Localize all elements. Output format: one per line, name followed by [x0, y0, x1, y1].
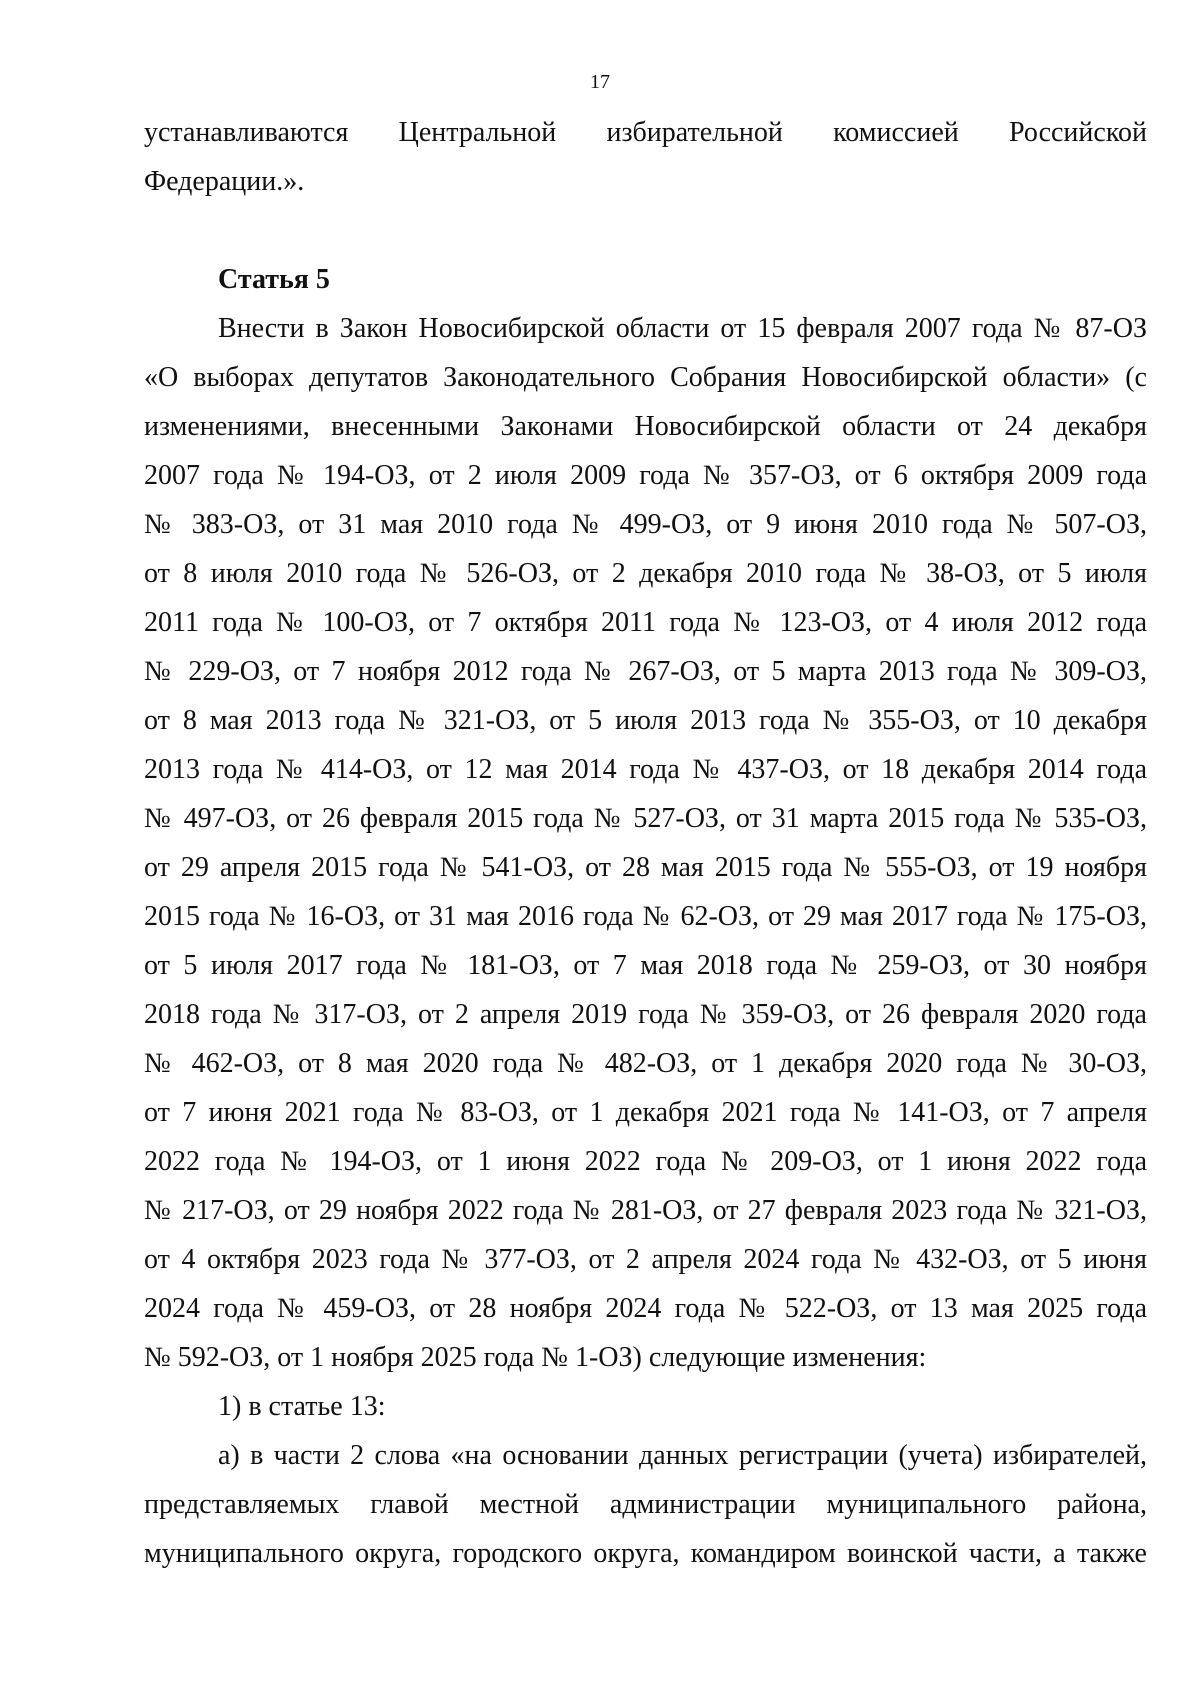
text-line: 2018 года № 317-ОЗ, от 2 апреля 2019 года № 359-ОЗ, от 26 февраля 2020 года [144, 999, 1147, 1030]
text-line: 2024 года № 459-ОЗ, от 28 ноября 2024 года № 522-ОЗ, от 13 мая 2025 года [144, 1293, 1147, 1324]
text-line: 2007 года № 194-ОЗ, от 2 июля 2009 года № 357-ОЗ, от 6 октября 2009 года [144, 460, 1147, 491]
text-line: от 8 июля 2010 года № 526-ОЗ, от 2 декабря 2010 года № 38-ОЗ, от 5 июля [144, 558, 1147, 589]
text-line: 2022 года № 194-ОЗ, от 1 июня 2022 года № 209-ОЗ, от 1 июня 2022 года [144, 1146, 1147, 1177]
document-body [144, 108, 1147, 1578]
text-line: представляемых главой местной администрации муниципального района, [144, 1489, 1147, 1520]
text-line: от 29 апреля 2015 года № 541-ОЗ, от 28 мая 2015 года № 555-ОЗ, от 19 ноября [144, 852, 1147, 883]
text-line: от 8 мая 2013 года № 321-ОЗ, от 5 июля 2013 года № 355-ОЗ, от 10 декабря [144, 705, 1147, 736]
text-line: устанавливаются Центральной избирательной комиссией Российской [144, 117, 1147, 148]
text-line: № 217-ОЗ, от 29 ноября 2022 года № 281-ОЗ, от 27 февраля 2023 года № 321-ОЗ, [144, 1195, 1147, 1226]
text-line: «О выборах депутатов Законодательного Собрания Новосибирской области» (с [144, 362, 1147, 393]
text-line: № 383-ОЗ, от 31 мая 2010 года № 499-ОЗ, от 9 июня 2010 года № 507-ОЗ, [144, 509, 1147, 540]
text-line: № 462-ОЗ, от 8 мая 2020 года № 482-ОЗ, от 1 декабря 2020 года № 30-ОЗ, [144, 1048, 1147, 1079]
text-line: от 7 июня 2021 года № 83-ОЗ, от 1 декабря 2021 года № 141-ОЗ, от 7 апреля [144, 1097, 1147, 1128]
article-title: Статья 5 [218, 264, 330, 295]
text-line: № 592-ОЗ, от 1 ноября 2025 года № 1-ОЗ) следующие изменения: [144, 1342, 927, 1373]
text-line: муниципального округа, городского округа, командиром воинской части, а также [144, 1538, 1147, 1569]
article-paragraphs [144, 304, 1147, 1578]
text-line: а) в части 2 слова «на основании данных регистрации (учета) избирателей, [218, 1440, 1147, 1471]
text-line: Федерации.». [144, 166, 305, 197]
text-line: Внести в Закон Новосибирской области от 15 февраля 2007 года № 87-ОЗ [218, 313, 1147, 344]
text-line: изменениями, внесенными Законами Новосибирской области от 24 декабря [144, 411, 1147, 442]
text-line: № 229-ОЗ, от 7 ноября 2012 года № 267-ОЗ, от 5 марта 2013 года № 309-ОЗ, [144, 656, 1147, 687]
text-line: № 497-ОЗ, от 26 февраля 2015 года № 527-ОЗ, от 31 марта 2015 года № 535-ОЗ, [144, 803, 1147, 834]
text-line: от 4 октября 2023 года № 377-ОЗ, от 2 апреля 2024 года № 432-ОЗ, от 5 июня [144, 1244, 1147, 1275]
intro-paragraph [144, 108, 1147, 206]
page-number: 17 [590, 71, 610, 93]
text-line: 2013 года № 414-ОЗ, от 12 мая 2014 года № 437-ОЗ, от 18 декабря 2014 года [144, 754, 1147, 785]
text-line: 1) в статье 13: [218, 1391, 386, 1422]
text-line: от 5 июля 2017 года № 181-ОЗ, от 7 мая 2018 года № 259-ОЗ, от 30 ноября [144, 950, 1147, 981]
text-line: 2015 года № 16-ОЗ, от 31 мая 2016 года № 62-ОЗ, от 29 мая 2017 года № 175-ОЗ, [144, 901, 1147, 932]
text-line: 2011 года № 100-ОЗ, от 7 октября 2011 года № 123-ОЗ, от 4 июля 2012 года [144, 607, 1147, 638]
